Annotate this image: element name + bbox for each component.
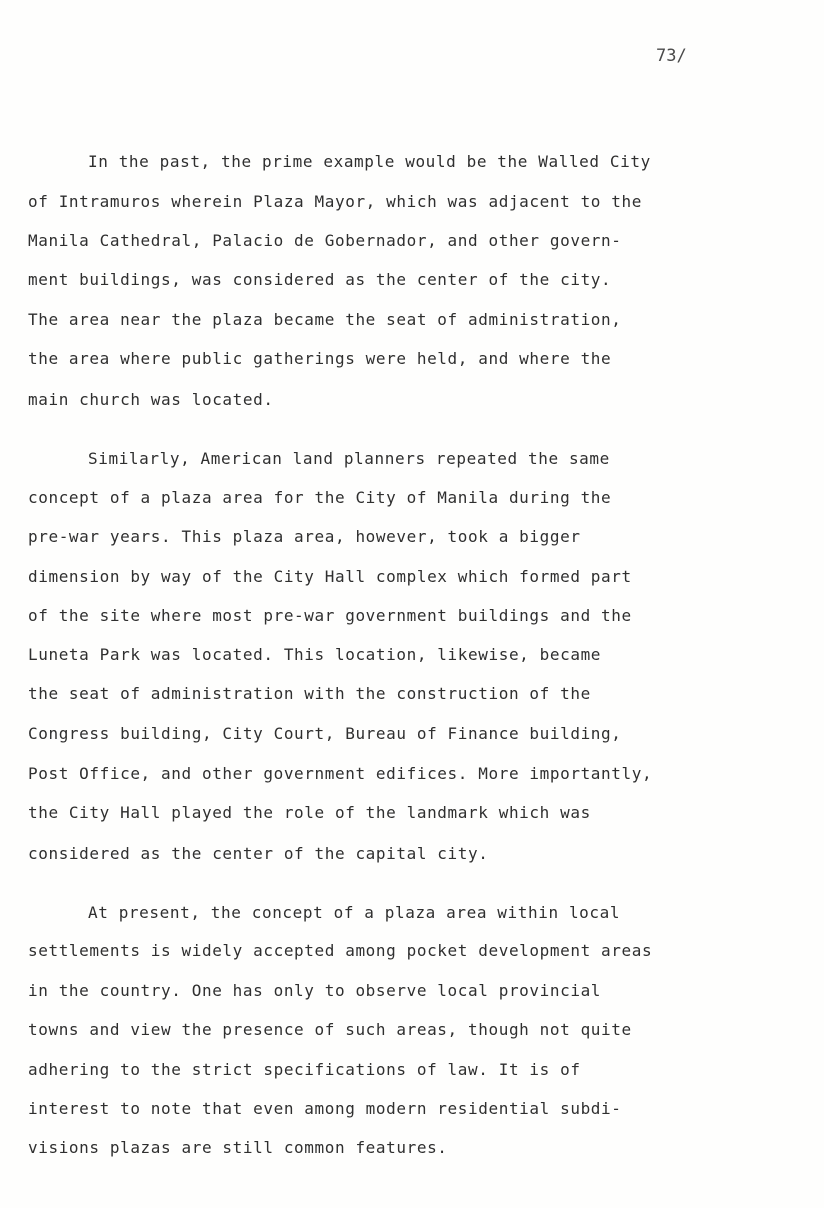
paragraph-3-line-3: in the country. One has only to observe local provincial [28, 981, 602, 1000]
paragraph-1-line-3: Manila Cathedral, Palacio de Gobernador, and other govern- [28, 231, 622, 250]
faint-background-watermark [150, 770, 570, 890]
paragraph-2-line-4: dimension by way of the City Hall complex which formed part [28, 567, 632, 586]
paragraph-3-line-2: settlements is widely accepted among pocket development areas [28, 941, 653, 960]
paragraph-2-line-11: considered as the center of the capital city. [28, 844, 489, 863]
paragraph-1-line-7: main church was located. [28, 390, 274, 409]
paragraph-3-line-4: towns and view the presence of such areas, though not quite [28, 1020, 632, 1039]
paragraph-2-line-8: Congress building, City Court, Bureau of Finance building, [28, 724, 622, 743]
paragraph-2-line-5: of the site where most pre-war government buildings and the [28, 606, 632, 625]
paragraph-3-line-1: At present, the concept of a plaza area within local [88, 903, 621, 922]
paragraph-3-line-7: visions plazas are still common features. [28, 1138, 448, 1157]
page-number: 73/ [656, 46, 687, 66]
paragraph-2-line-1: Similarly, American land planners repeated the same [88, 449, 610, 468]
paragraph-2-line-10: the City Hall played the role of the landmark which was [28, 803, 591, 822]
paragraph-1-line-4: ment buildings, was considered as the center of the city. [28, 270, 612, 289]
paragraph-1-line-5: The area near the plaza became the seat of administration, [28, 310, 622, 329]
paragraph-1-line-6: the area where public gatherings were held, and where the [28, 349, 612, 368]
paragraph-3-line-5: adhering to the strict specifications of law. It is of [28, 1060, 581, 1079]
paragraph-2-line-2: concept of a plaza area for the City of Manila during the [28, 488, 612, 507]
paragraph-1-line-2: of Intramuros wherein Plaza Mayor, which was adjacent to the [28, 192, 642, 211]
paragraph-2-line-9: Post Office, and other government edifices. More importantly, [28, 764, 653, 783]
paragraph-2-line-3: pre-war years. This plaza area, however, took a bigger [28, 527, 581, 546]
paragraph-3-line-6: interest to note that even among modern residential subdi- [28, 1099, 622, 1118]
paragraph-2-line-6: Luneta Park was located. This location, likewise, became [28, 645, 602, 664]
paragraph-2-line-7: the seat of administration with the construction of the [28, 684, 591, 703]
paragraph-1-line-1: In the past, the prime example would be the Walled City [88, 152, 651, 171]
